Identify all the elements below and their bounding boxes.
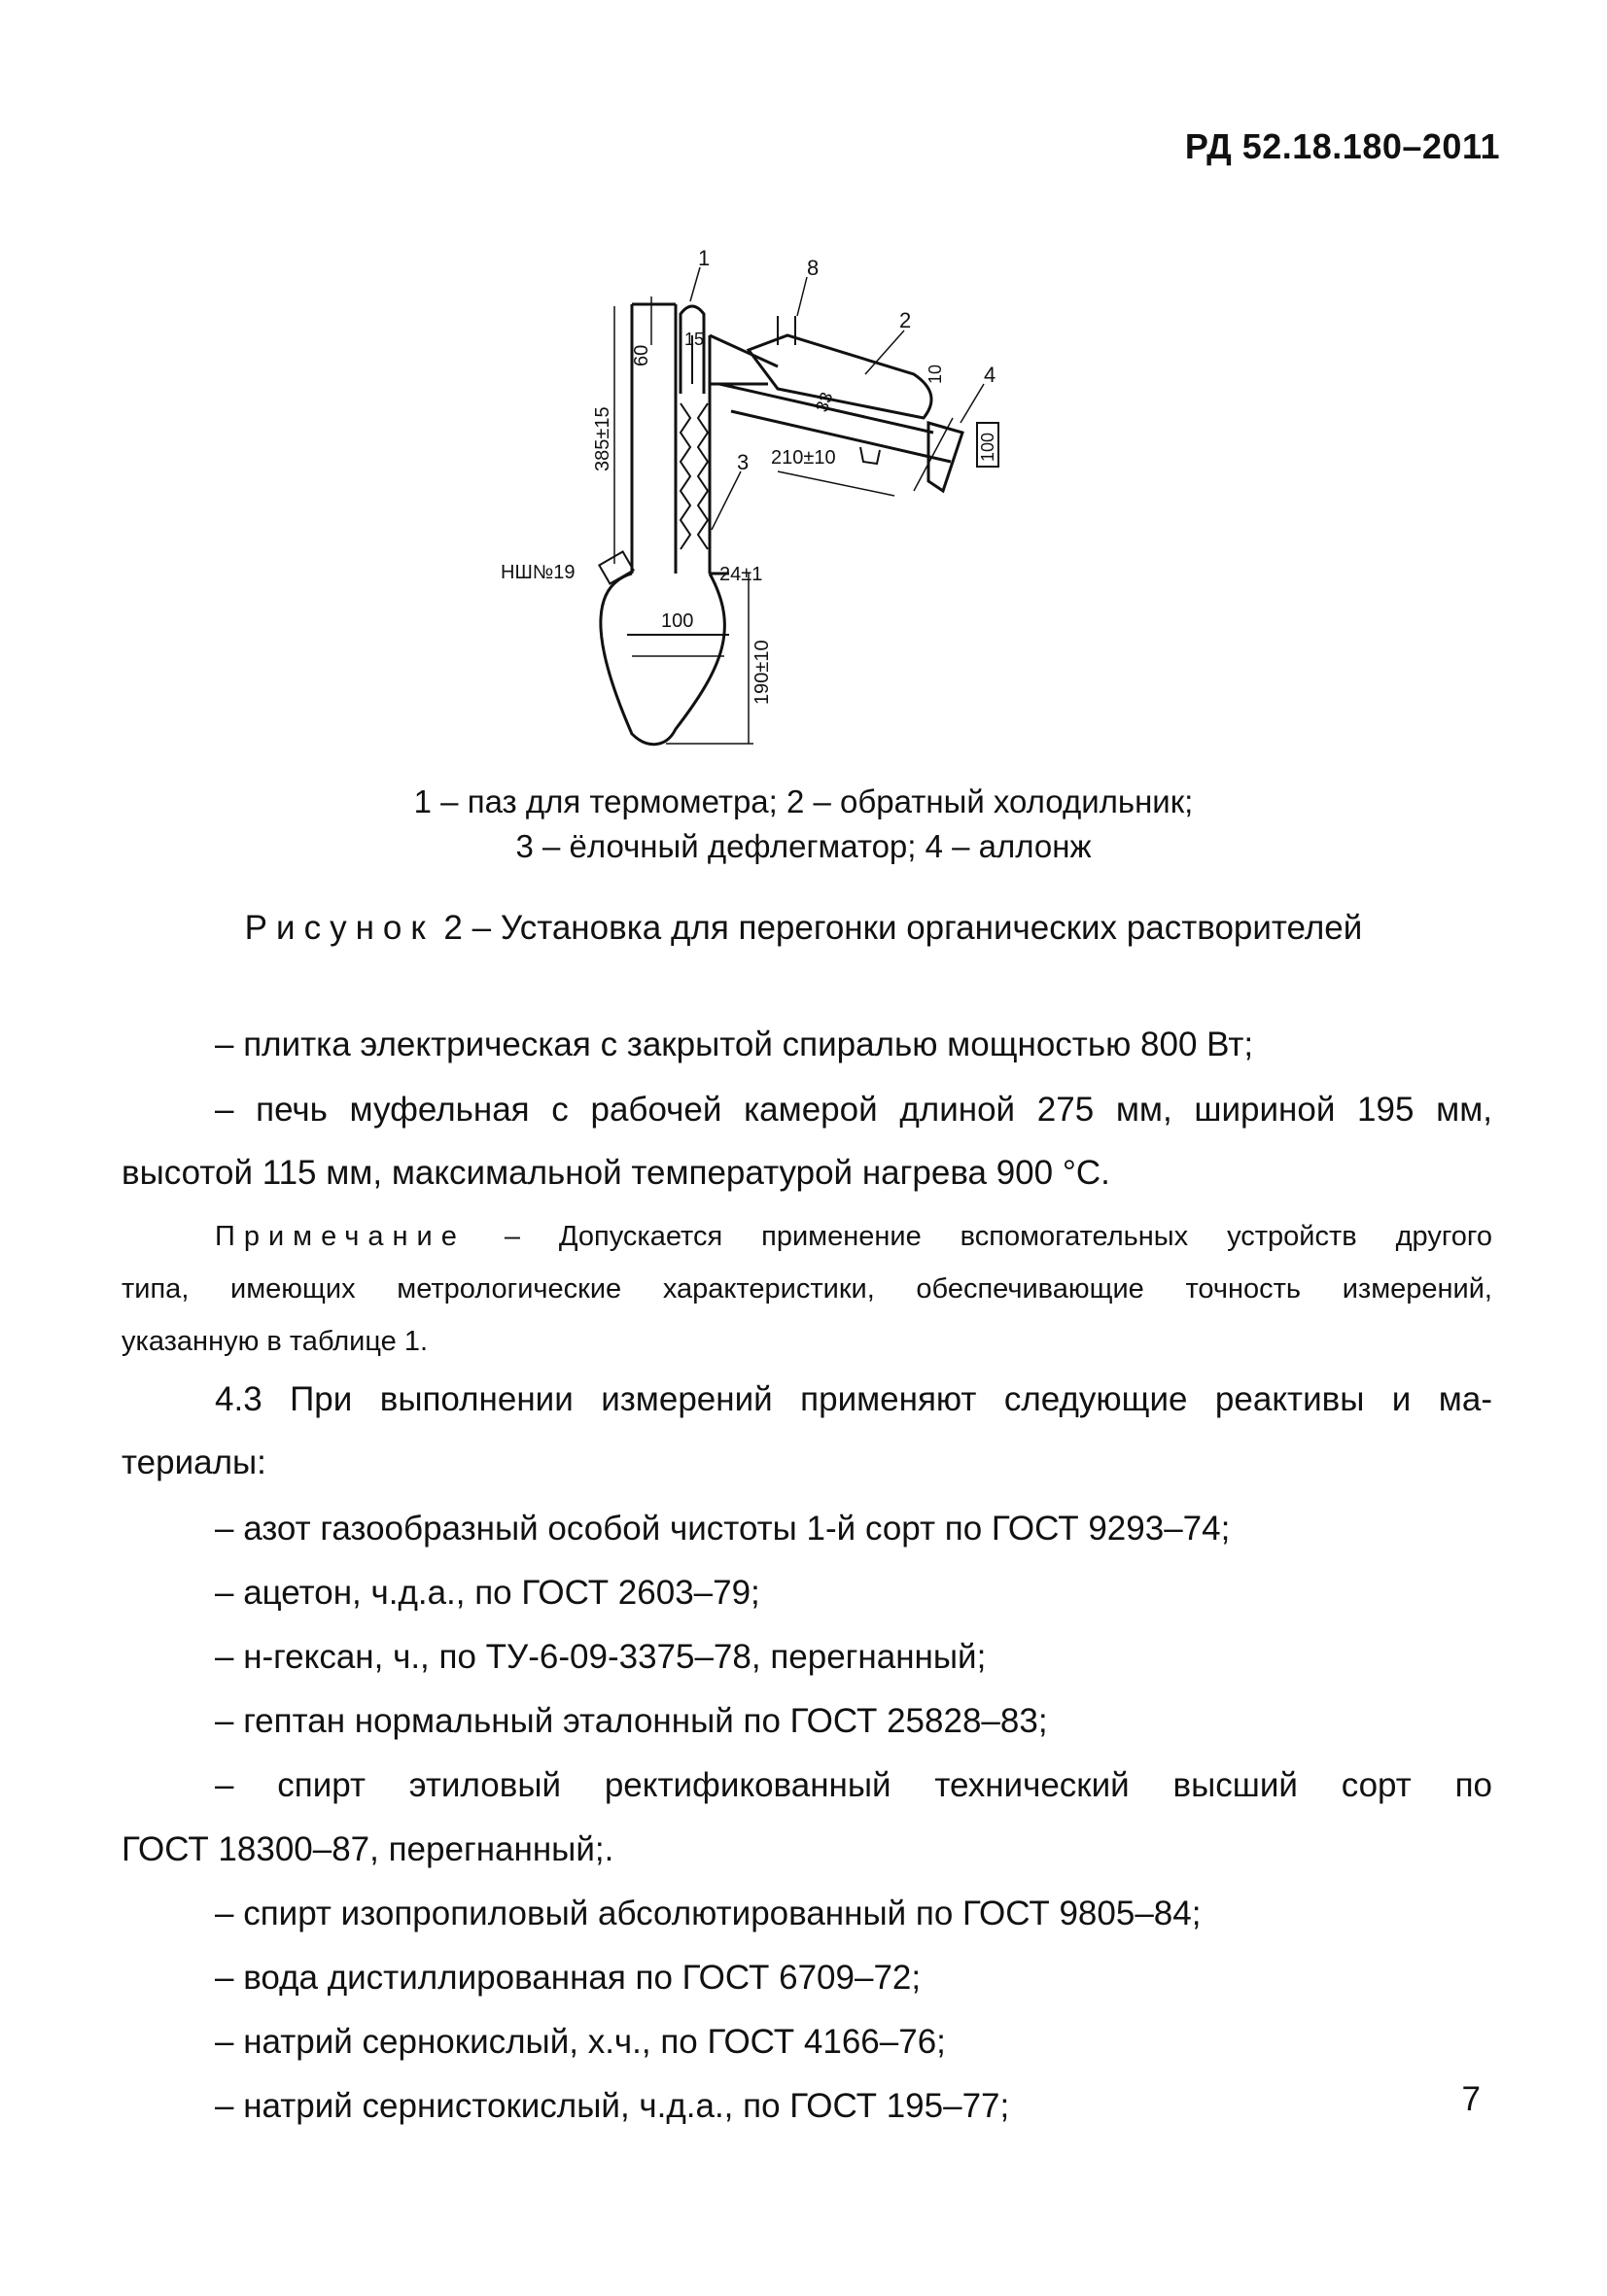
distillation-apparatus-figure xyxy=(486,238,1069,763)
reagent-ethanol-line-2: ГОСТ 18300–87, перегнанный;. xyxy=(122,1830,614,1868)
dim-190: 190±10 xyxy=(751,640,773,705)
reagent-hexane: – н-гексан, ч., по ТУ-6-09-3375–78, перегнанный; xyxy=(215,1638,987,1676)
paragraph-4-3-line-2: териалы: xyxy=(122,1444,266,1481)
figure-legend-line-2: 3 – ёлочный дефлегматор; 4 – аллонж xyxy=(515,828,1092,864)
dim-385: 385±15 xyxy=(592,406,613,471)
figure-caption xyxy=(0,909,1607,948)
note-label: Примечание xyxy=(215,1221,466,1252)
reagent-sodium-sulfate: – натрий сернокислый, х.ч., по ГОСТ 4166–76; xyxy=(215,2023,946,2061)
figure-legend-line-1: 1 – паз для термометра; 2 – обратный холодильник; xyxy=(413,783,1194,819)
paragraph-4-3-line-1: 4.3 При выполнении измерений применяют следующие реактивы и ма- xyxy=(215,1380,1492,1418)
dim-60: 60 xyxy=(631,344,652,366)
reagent-sodium-sulfite: – натрий сернистокислый, ч.д.а., по ГОСТ 195–77; xyxy=(215,2087,1010,2125)
dim-15: 15 xyxy=(684,330,705,349)
note-line-3: указанную в таблице 1. xyxy=(122,1326,429,1357)
dephlegmator-zigzag-left xyxy=(681,403,690,549)
reagent-ethanol-line-1: – спирт этиловый ректификованный технический высший сорт по xyxy=(215,1766,1492,1804)
reagent-nitrogen: – азот газообразный особой чистоты 1-й сорт по ГОСТ 9293–74; xyxy=(215,1510,1231,1548)
label-3: 3 xyxy=(737,450,750,474)
note-line-1 xyxy=(122,1215,1492,1258)
document-code: РД 52.18.180–2011 xyxy=(1184,126,1500,166)
dim-210: 210±10 xyxy=(771,447,836,469)
caption-text: – Установка для перегонки органических растворителей xyxy=(472,909,1363,947)
side-arm-top xyxy=(710,335,778,366)
condenser-body xyxy=(749,335,931,418)
dim-100-right: 100 xyxy=(978,432,997,462)
list-item-furnace-line-2: высотой 115 мм, максимальной температурой нагрева 900 °С. xyxy=(122,1154,1110,1192)
page-number: 7 xyxy=(1461,2080,1481,2118)
dim-10: 10 xyxy=(926,364,945,384)
reagent-heptane: – гептан нормальный эталонный по ГОСТ 25828–83; xyxy=(215,1702,1048,1740)
dim-100-bottom: 100 xyxy=(661,610,694,632)
note-text-1: – Допускается применение вспомогательных устройств другого xyxy=(504,1221,1492,1252)
caption-number: 2 xyxy=(443,909,463,947)
label-1: 1 xyxy=(698,246,711,270)
caption-label: Рисунок xyxy=(244,909,435,947)
reagent-acetone: – ацетон, ч.д.а., по ГОСТ 2603–79; xyxy=(215,1574,760,1612)
dim-24: 24±1 xyxy=(719,564,763,585)
list-item-hotplate: – плитка электрическая с закрытой спиралью мощностью 800 Вт; xyxy=(215,1026,1254,1063)
reagent-isopropanol: – спирт изопропиловый абсолютированный по ГОСТ 9805–84; xyxy=(215,1895,1202,1932)
distillation-apparatus-drawing xyxy=(486,238,1069,763)
label-8: 8 xyxy=(807,256,820,280)
label-nsh19: НШ№19 xyxy=(501,562,576,583)
flask-outline xyxy=(601,574,725,745)
note-line-2: типа, имеющих метрологические характеристики, обеспечивающие точность измерений, xyxy=(122,1273,1492,1305)
label-2: 2 xyxy=(899,308,912,332)
reagent-distilled-water: – вода дистиллированная по ГОСТ 6709–72; xyxy=(215,1959,922,1997)
label-4: 4 xyxy=(984,363,996,387)
dephlegmator-zigzag-right xyxy=(698,403,708,549)
list-item-furnace-line-1: – печь муфельная с рабочей камерой длиной 275 мм, шириной 195 мм, xyxy=(215,1091,1492,1129)
dim-33: 33 xyxy=(811,389,837,415)
